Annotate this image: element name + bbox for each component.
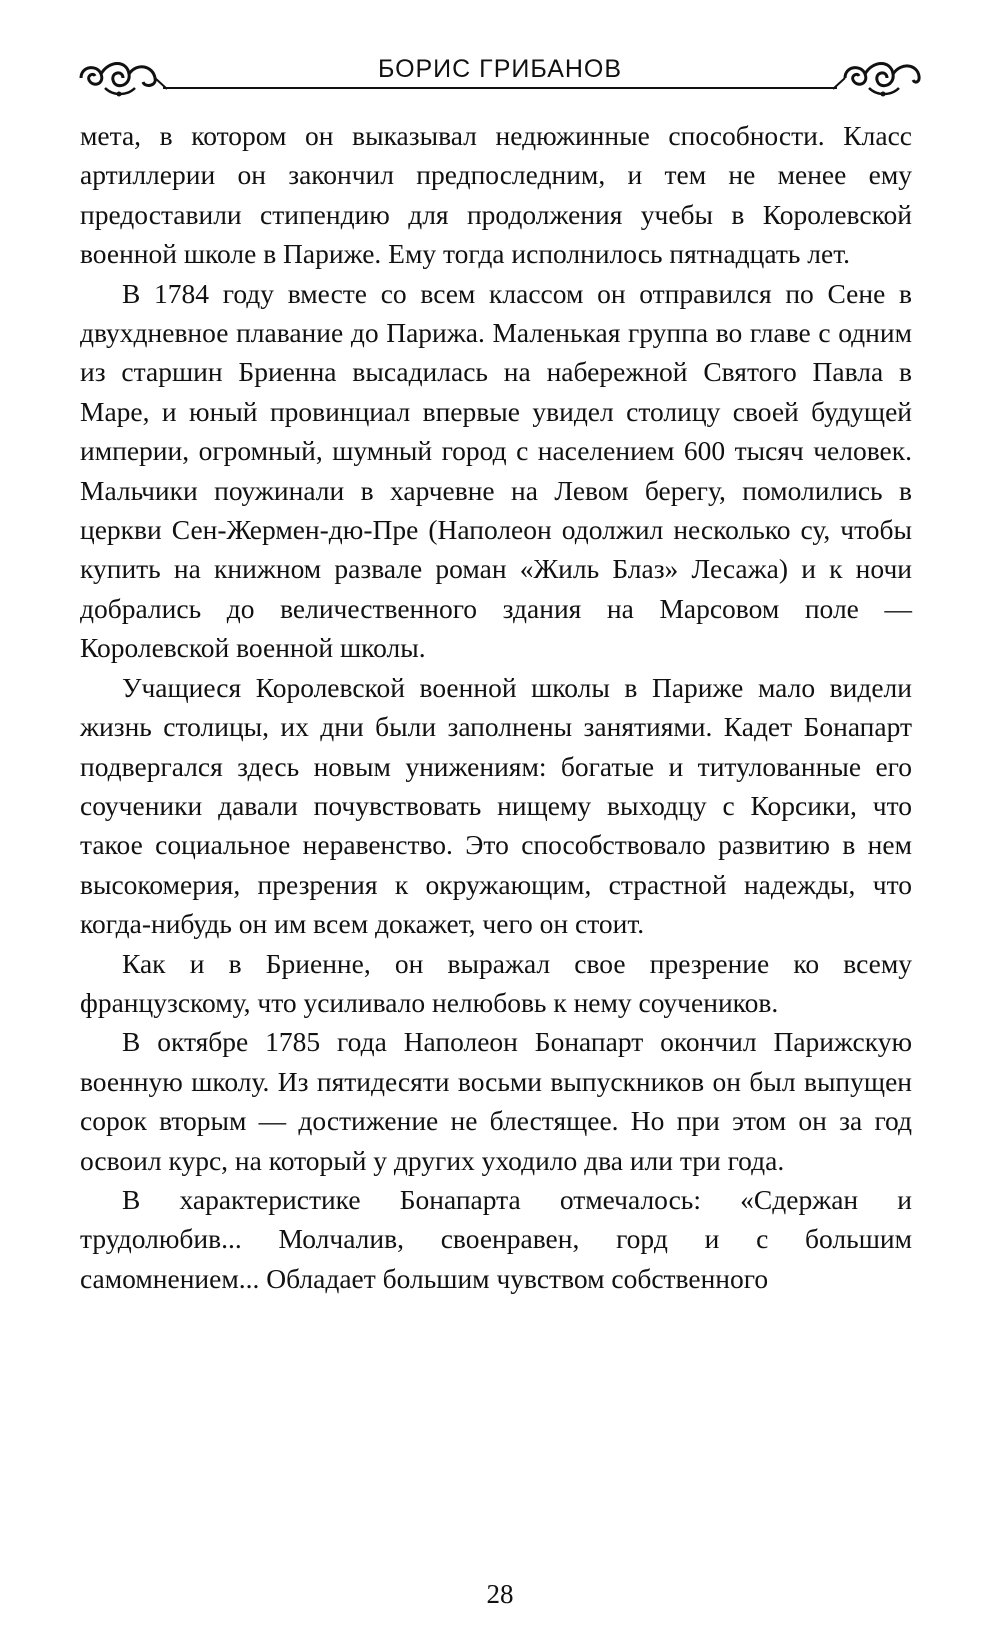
paragraph: В октябре 1785 года Наполеон Бонапарт окончил Парижскую военную школу. Из пятидесяти восьми выпускников он был выпущен сорок вторым — достижение не блестящее. Но при этом он за год освоил курс, на который у других уходило два или три года.: [80, 1026, 912, 1176]
body-text: [80, 116, 912, 1298]
header-rule: [163, 87, 837, 89]
paragraph: Как и в Бриенне, он выражал свое презрение ко всему французскому, что усиливало нелюбовь к нему соучеников.: [80, 947, 912, 1018]
scroll-ornament-icon: [833, 56, 925, 100]
page-number: 28: [486, 1579, 514, 1609]
paragraph: мета, в котором он выказывал недюжинные способности. Класс артиллерии он закончил предпоследним, и тем не менее ему предоставили стипендию для продолжения учебы в Королевской военной школе в Париже. Ему тогда исполнилось пятнадцать лет.: [80, 120, 912, 270]
running-header-title: БОРИС ГРИБАНОВ: [377, 55, 623, 83]
running-header: [75, 52, 925, 100]
paragraph: Учащиеся Королевской военной школы в Париже мало видели жизнь столицы, их дни были заполнены занятиями. Кадет Бонапарт подвергался здесь новым унижениям: богатые и титулованные его соученики давали почувствовать нищему выходцу с Корсики, что такое социальное неравенство. Это способствовало развитию в нем высокомерия, презрения к окружающим, страстной надежды, что когда-нибудь он им всем докажет, чего он стоит.: [80, 671, 912, 940]
paragraph: В 1784 году вместе со всем классом он отправился по Сене в двухдневное плавание до Парижа. Маленькая группа во главе с одним из старшин Бриенна высадилась на набережной Святого Павла в Маре, и юный провинциал впервые увидел столицу своей будущей империи, огромный, шумный город с населением 600 тысяч человек. Мальчики поужинали в харчевне на Левом берегу, помолились в церкви Сен-Жермен-дю-Пре (Наполеон одолжил несколько су, чтобы купить на книжном развале роман «Жиль Блаз» Лесажа) и к ночи добрались до величественного здания на Марсовом поле — Королевской военной школы.: [80, 277, 912, 664]
paragraph: В характеристике Бонапарта отмечалось: «Сдержан и трудолюбив... Молчалив, своенравен, горд и с большим самомнением... Обладает большим чувством собственного: [80, 1183, 912, 1294]
